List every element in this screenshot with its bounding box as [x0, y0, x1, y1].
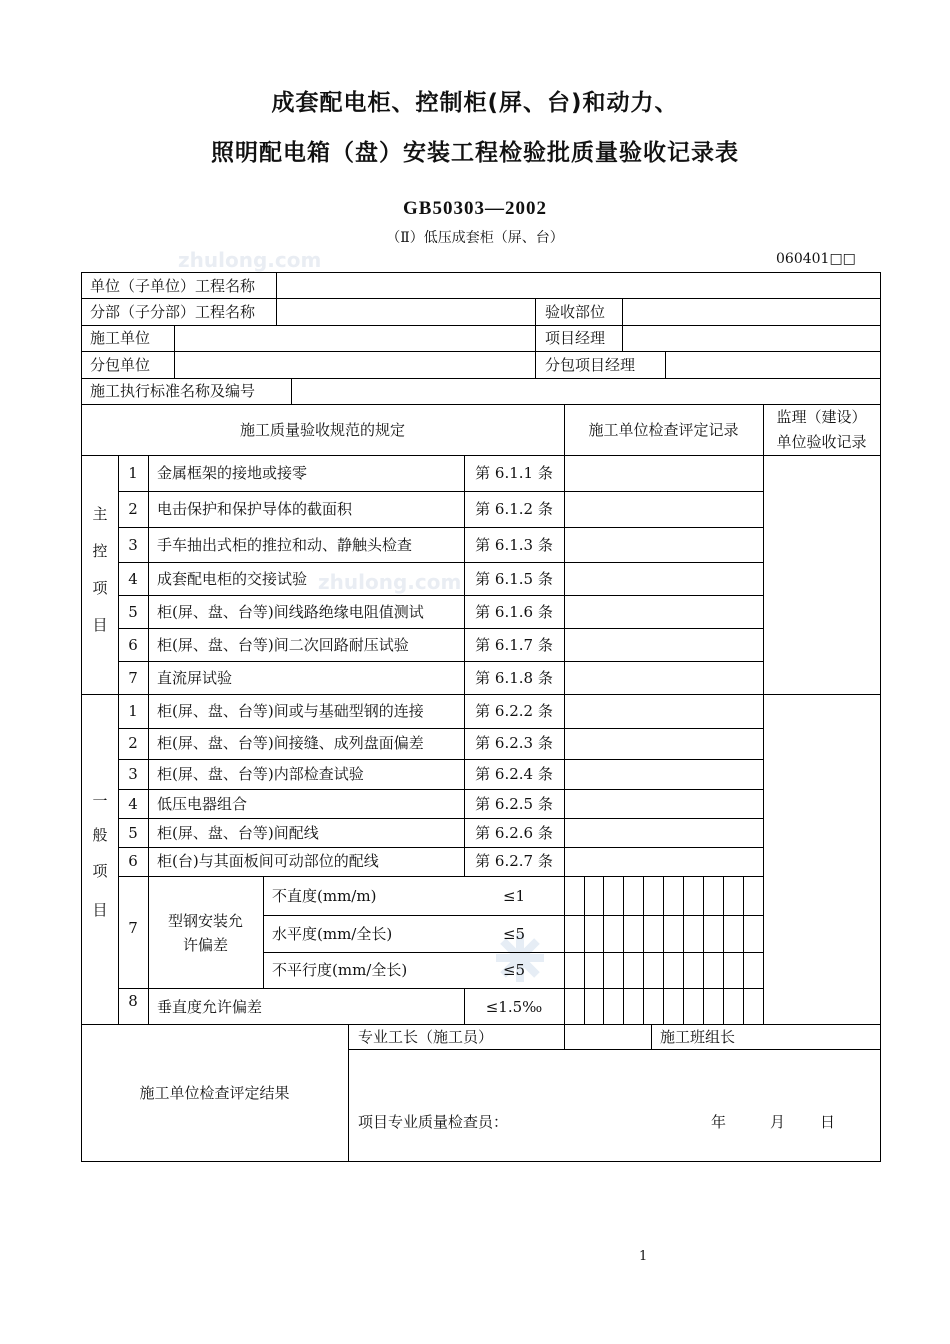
general-item-desc: 柜(屏、盘、台等)间配线 [157, 824, 319, 842]
general-item-no: 4 [128, 795, 138, 813]
supervisor-header-line-1: 监理（建设） [776, 408, 867, 426]
steel-tolerance-label-line-1: 型钢安装允 [167, 912, 243, 930]
general-item-clause: 第 6.2.3 条 [475, 734, 553, 752]
standard-code: GB50303—2002 [403, 198, 547, 219]
main-item-no: 7 [128, 669, 138, 687]
main-items-label: 项 [92, 579, 108, 597]
date-day-label: 日 [820, 1113, 836, 1131]
general-item-clause: 第 6.2.4 条 [475, 765, 553, 783]
general-item-no: 8 [128, 992, 138, 1010]
tolerance-desc: 水平度(mm/全长) [272, 925, 393, 943]
general-items-label: 项 [92, 862, 108, 880]
main-item-no: 1 [128, 464, 138, 482]
tolerance-limit: ≤5 [502, 961, 526, 979]
main-item-clause: 第 6.1.1 条 [475, 464, 553, 482]
main-item-clause: 第 6.1.8 条 [475, 669, 553, 687]
main-item-clause: 第 6.1.6 条 [475, 603, 553, 621]
supervisor-header-line-2: 单位验收记录 [776, 433, 867, 451]
page-number: 1 [639, 1249, 648, 1264]
main-item-clause: 第 6.1.5 条 [475, 570, 553, 588]
tolerance-limit: ≤5 [502, 925, 526, 943]
main-item-desc: 直流屏试验 [157, 669, 233, 687]
team-leader-label: 施工班组长 [660, 1028, 736, 1046]
inspector-label: 项目专业质量检查员： [358, 1113, 509, 1131]
unit-project-label: 单位（子单位）工程名称 [90, 277, 256, 295]
main-item-no: 5 [128, 603, 138, 621]
general-item-no: 6 [128, 852, 138, 870]
result-label: 施工单位检查评定结果 [139, 1084, 290, 1102]
general-item-no: 2 [128, 734, 138, 752]
main-item-clause: 第 6.1.7 条 [475, 636, 553, 654]
main-item-no: 3 [128, 536, 138, 554]
project-manager-label: 项目经理 [545, 329, 606, 347]
spec-column-header: 施工质量验收规范的规定 [239, 421, 405, 439]
form-subtitle: （Ⅱ）低压成套柜（屏、台） [386, 230, 564, 246]
main-items-label: 目 [92, 616, 108, 634]
tolerance-desc: 不直度(mm/m) [272, 887, 377, 905]
main-item-desc: 柜(屏、盘、台等)间二次回路耐压试验 [157, 636, 409, 654]
tolerance-desc: 不平行度(mm/全长) [272, 961, 408, 979]
general-item-desc: 柜(屏、盘、台等)间或与基础型钢的连接 [157, 702, 424, 720]
general-item-desc: 柜(屏、盘、台等)间接缝、成列盘面偏差 [157, 734, 424, 752]
main-item-desc: 柜(屏、盘、台等)间线路绝缘电阻值测试 [157, 603, 424, 621]
main-item-desc: 电击保护和保护导体的截面积 [157, 500, 353, 518]
verticality-desc: 垂直度允许偏差 [157, 998, 263, 1016]
general-items-label: 般 [92, 826, 108, 844]
form-code: 060401□□ [776, 251, 856, 267]
main-item-clause: 第 6.1.2 条 [475, 500, 553, 518]
standard-name-label: 施工执行标准名称及编号 [90, 382, 256, 400]
contractor-label: 施工单位 [90, 329, 151, 347]
general-item-no: 3 [128, 765, 138, 783]
general-item-no: 5 [128, 824, 138, 842]
general-item-clause: 第 6.2.6 条 [475, 824, 553, 842]
main-item-desc: 金属框架的接地或接零 [157, 464, 308, 482]
steel-tolerance-label-line-2: 许偏差 [182, 936, 228, 954]
general-item-clause: 第 6.2.7 条 [475, 852, 553, 870]
main-item-desc: 成套配电柜的交接试验 [157, 570, 308, 588]
general-item-clause: 第 6.2.5 条 [475, 795, 553, 813]
general-item-desc: 低压电器组合 [157, 795, 248, 813]
general-items-label: 一 [92, 792, 108, 810]
main-item-clause: 第 6.1.3 条 [475, 536, 553, 554]
verticality-limit: ≤1.5‰ [485, 998, 543, 1016]
tolerance-limit: ≤1 [502, 887, 526, 905]
general-item-clause: 第 6.2.2 条 [475, 702, 553, 720]
main-items-label: 主 [92, 505, 108, 523]
general-item-desc: 柜(台)与其面板间可动部位的配线 [157, 852, 379, 870]
general-item-no: 7 [128, 919, 138, 937]
contractor-record-header: 施工单位检查评定记录 [588, 421, 739, 439]
main-item-no: 4 [128, 570, 138, 588]
watermark: zhulong.com [318, 570, 462, 594]
main-item-no: 6 [128, 636, 138, 654]
general-item-no: 1 [128, 702, 138, 720]
acceptance-part-label: 验收部位 [545, 303, 606, 321]
main-item-no: 2 [128, 500, 138, 518]
sub-project-manager-label: 分包项目经理 [545, 356, 636, 374]
general-items-label: 目 [92, 901, 108, 919]
foreman-label: 专业工长（施工员） [358, 1028, 494, 1046]
form-title-line-1: 成套配电柜、控制柜(屏、台)和动力、 [271, 90, 679, 116]
main-items-label: 控 [92, 542, 108, 560]
sub-project-label: 分部（子分部）工程名称 [90, 303, 256, 321]
general-item-desc: 柜(屏、盘、台等)内部检查试验 [157, 765, 364, 783]
watermark: zhulong.com [178, 248, 322, 272]
date-month-label: 月 [770, 1113, 786, 1131]
date-year-label: 年 [711, 1113, 727, 1131]
form-title-line-2: 照明配电箱（盘）安装工程检验批质量验收记录表 [211, 140, 739, 166]
subcontractor-label: 分包单位 [90, 356, 151, 374]
main-item-desc: 手车抽出式柜的推拉和动、静触头检查 [157, 536, 413, 554]
